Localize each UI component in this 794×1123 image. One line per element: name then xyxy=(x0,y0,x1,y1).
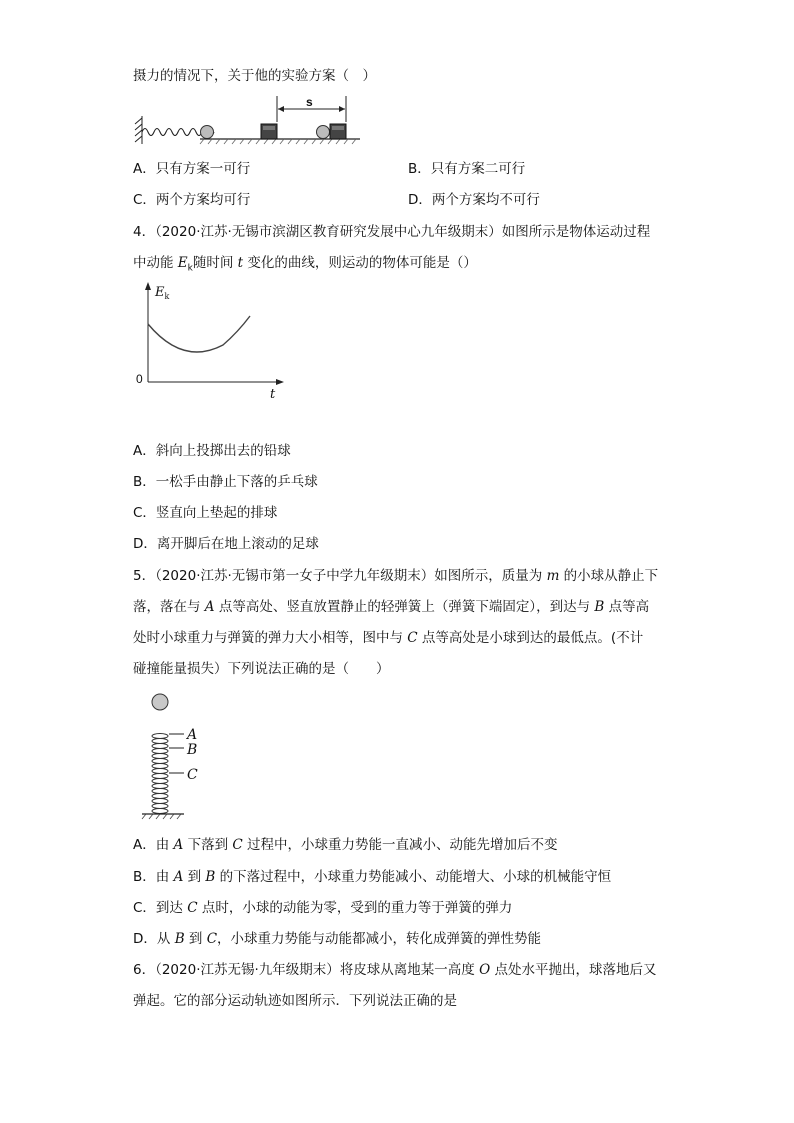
q4-option-c: C．竖直向上垫起的排球 xyxy=(133,505,278,521)
q5-stem-line4: 碰撞能量损失）下列说法正确的是（ ） xyxy=(133,661,390,677)
q5-option-b: B．由 A 到 B 的下落过程中，小球重力势能减小、动能增大、小球的机械能守恒 xyxy=(133,869,612,885)
q4-stem-line2: 中动能 $E_k$随时间 t 变化的曲线，则运动的物体可能是（） xyxy=(133,255,477,274)
q6-stem-line2: 弹起。它的部分运动轨迹如图所示．下列说法正确的是 xyxy=(133,993,457,1009)
q3-figure xyxy=(130,92,362,148)
q4-ek-graph xyxy=(128,280,293,402)
q3-stem-tail: 摄力的情况下，关于他的实验方案（ ） xyxy=(133,68,376,84)
q5-stem-line2: 落，落在与 A 点等高处、竖直放置静止的轻弹簧上（弹簧下端固定），到达与 B 点等高 xyxy=(133,599,650,615)
q5-stem-line1: 5．（2020·江苏·无锡市第一女子中学九年级期末）如图所示，质量为 m 的小球从静止下 xyxy=(133,568,659,584)
y-axis-label: $E_k$ xyxy=(155,285,170,301)
q3-option-c: C．两个方案均可行 xyxy=(133,192,251,208)
level-label-b: B xyxy=(187,742,198,758)
level-label-a: A xyxy=(187,727,198,743)
level-label-c: C xyxy=(187,767,198,783)
wall-hatch xyxy=(135,116,142,144)
q5-stem-line3: 处时小球重力与弹簧的弹力大小相等，图中与 C 点等高处是小球到达的最低点。(不计 xyxy=(133,630,644,646)
x-axis-label: t xyxy=(270,387,276,402)
q5-option-a: A．由 A 下落到 C 过程中，小球重力势能一直减小、动能先增加后不变 xyxy=(133,837,558,853)
q4-option-d: D．离开脚后在地上滚动的足球 xyxy=(133,536,319,552)
q6-stem-line1: 6．（2020·江苏无锡·九年级期末）将皮球从离地某一高度 O 点处水平抛出，球落地后又 xyxy=(133,962,657,978)
ek-curve xyxy=(148,316,250,352)
q5-spring-figure xyxy=(138,690,218,820)
q3-option-b: B．只有方案二可行 xyxy=(408,161,526,177)
q5-option-d: D．从 B 到 C，小球重力势能与动能都减小，转化成弹簧的弹性势能 xyxy=(133,931,542,947)
ball xyxy=(152,694,168,710)
ball-left xyxy=(201,126,214,139)
q5-option-c: C．到达 C 点时，小球的动能为零，受到的重力等于弹簧的弹力 xyxy=(133,900,513,916)
q4-option-a: A．斜向上投掷出去的铅球 xyxy=(133,443,291,459)
ground-hatch xyxy=(200,139,356,144)
vertical-spring xyxy=(152,734,168,814)
ball-right xyxy=(317,126,330,139)
q4-option-b: B．一松手由静止下落的乒乓球 xyxy=(133,474,318,490)
q3-option-d: D．两个方案均不可行 xyxy=(408,192,540,208)
q4-stem-line1: 4．（2020·江苏·无锡市滨湖区教育研究发展中心九年级期末）如图所示是物体运动过程 xyxy=(133,224,651,240)
origin-label: 0 xyxy=(136,372,143,386)
distance-label-s: s xyxy=(306,95,313,109)
q3-option-a: A．只有方案一可行 xyxy=(133,161,251,177)
